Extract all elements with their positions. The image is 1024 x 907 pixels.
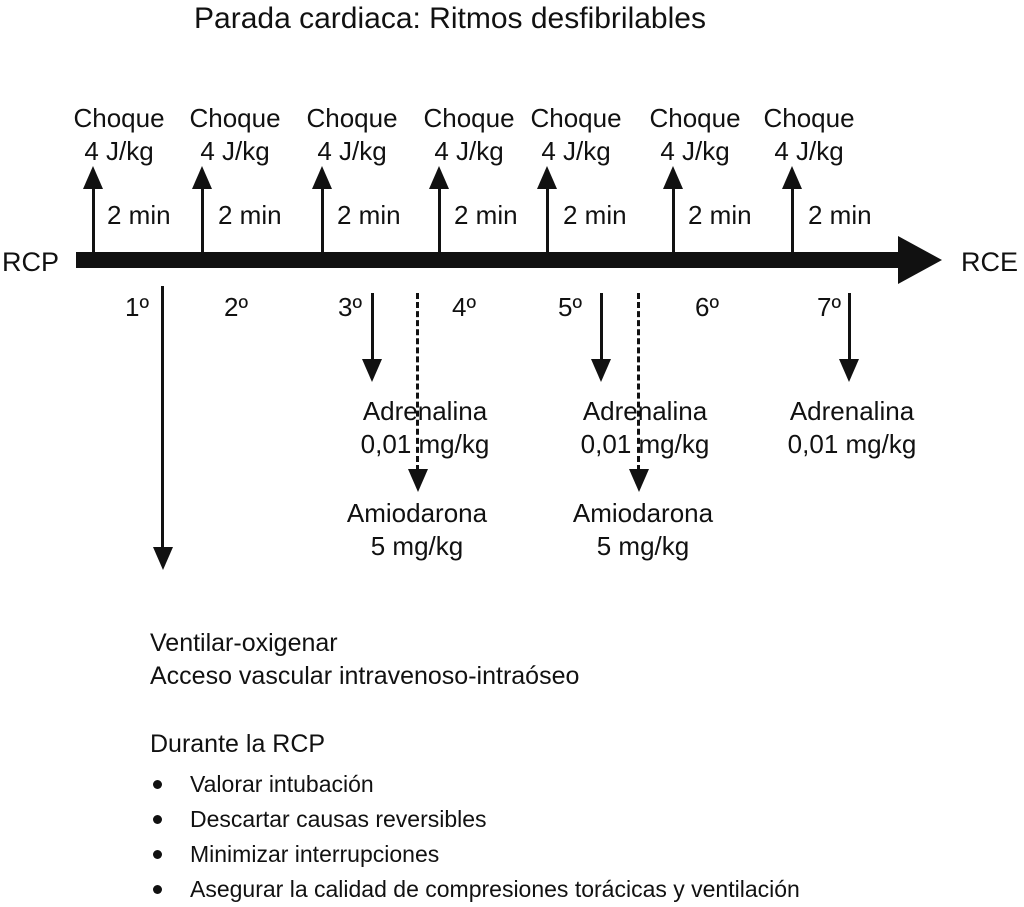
shock-name: Choque [73,103,165,133]
cycle-label-2: 2º [224,292,248,322]
adrenaline-arrow-stem [600,293,603,361]
drug-name: Amiodarona [346,498,488,528]
cycle-label-7: 7º [817,292,841,322]
shock-name: Choque [189,103,281,133]
drug-dose: 5 mg/kg [370,531,464,561]
amiodarone-arrow-down-icon [408,469,428,492]
drug-name: Adrenalina [582,396,708,426]
shock-label-7 [739,102,879,168]
list-item [150,802,930,837]
shock-name: Choque [306,103,398,133]
shock-name: Choque [423,103,515,133]
amiodarone-arrow-down-icon [629,469,649,492]
bullet-dot-icon [153,850,162,859]
shock-arrow-stem [438,185,441,253]
during-cpr-list [150,767,930,907]
shock-name: Choque [763,103,855,133]
list-item-text: Asegurar la calidad de compresiones torácicas y ventilación [190,876,800,902]
list-item-text: Descartar causas reversibles [190,806,487,832]
interval-label-4: 2 min [454,200,518,230]
interval-label-6: 2 min [688,200,752,230]
drug-dose: 5 mg/kg [596,531,690,561]
cycle-label-4: 4º [452,292,476,322]
cycle-label-1: 1º [125,292,149,322]
prep-line-ventilate: Ventilar-oxigenar [150,629,338,657]
preparation-notes [150,627,579,693]
drug-name: Adrenalina [362,396,488,426]
timeline-arrowhead-icon [898,236,942,284]
adrenaline-arrow-stem [848,293,851,361]
shock-arrow-stem [791,185,794,253]
prep-line-access: Acceso vascular intravenoso-intraóseo [150,662,580,690]
cycle-label-3: 3º [338,292,362,322]
page-title: Parada cardiaca: Ritmos desfibrilables [194,2,706,35]
shock-name: Choque [530,103,622,133]
list-item [150,767,930,802]
cycle-label-5: 5º [558,292,582,322]
interval-label-1: 2 min [107,200,171,230]
adrenaline-arrow-stem [371,293,374,361]
shock-arrow-stem [546,185,549,253]
shock-energy: 4 J/kg [541,136,611,166]
shock-arrow-stem [92,185,95,253]
list-item-text: Valorar intubación [190,771,374,797]
list-item [150,837,930,872]
prep-arrow-down-icon [153,547,173,570]
shock-arrow-stem [201,185,204,253]
shock-energy: 4 J/kg [200,136,270,166]
bullet-dot-icon [153,780,162,789]
interval-label-2: 2 min [218,200,282,230]
shock-energy: 4 J/kg [434,136,504,166]
interval-label-5: 2 min [563,200,627,230]
shock-arrow-stem [321,185,324,253]
timeline-end-label: RCE [961,247,1019,277]
adrenaline-label-2 [530,395,760,461]
amiodarone-label-1 [302,497,532,563]
interval-label-7: 2 min [808,200,872,230]
adrenaline-arrow-down-icon [839,359,859,382]
during-cpr-heading: Durante la RCP [150,730,326,758]
drug-name: Adrenalina [789,396,915,426]
bullet-dot-icon [153,885,162,894]
adrenaline-arrow-down-icon [591,359,611,382]
shock-energy: 4 J/kg [660,136,730,166]
interval-label-3: 2 min [337,200,401,230]
drug-dose: 0,01 mg/kg [360,429,490,459]
shock-energy: 4 J/kg [84,136,154,166]
cycle-label-6: 6º [695,292,719,322]
shock-energy: 4 J/kg [317,136,387,166]
shock-arrow-stem [672,185,675,253]
drug-dose: 0,01 mg/kg [580,429,710,459]
list-item-text: Minimizar interrupciones [190,841,440,867]
prep-arrow-stem [161,286,164,550]
shock-energy: 4 J/kg [774,136,844,166]
bullet-dot-icon [153,815,162,824]
amiodarone-label-2 [528,497,758,563]
adrenaline-label-1 [310,395,540,461]
timeline-start-label: RCP [2,247,60,277]
timeline-bar [76,252,898,268]
drug-name: Amiodarona [572,498,714,528]
adrenaline-label-3 [737,395,967,461]
shock-name: Choque [649,103,741,133]
drug-dose: 0,01 mg/kg [787,429,917,459]
list-item [150,872,930,907]
adrenaline-arrow-down-icon [362,359,382,382]
